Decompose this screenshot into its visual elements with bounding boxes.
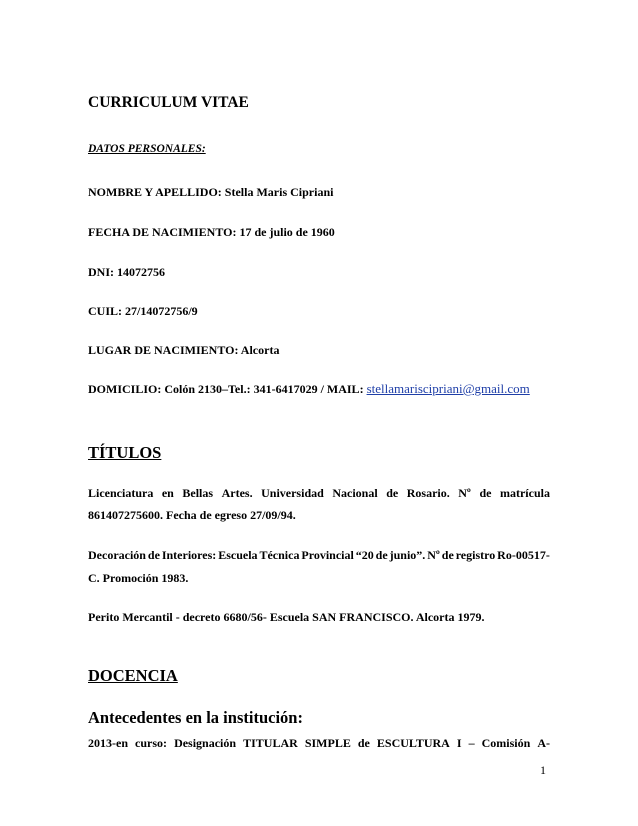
birthplace-line: LUGAR DE NACIMIENTO: Alcorta [88,343,280,357]
email-link[interactable]: stellamariscipriani@gmail.com [366,381,530,396]
docencia-heading: DOCENCIA [88,666,178,685]
titulo-2-line-2: C. Promoción 1983. [88,571,189,585]
word: de [479,486,492,500]
word: 2013-en [88,736,128,750]
word: curso: [135,736,168,750]
word: SIMPLE [304,736,351,750]
word: de [441,548,454,562]
word: Decoración [88,548,146,562]
birthdate-line: FECHA DE NACIMIENTO: 17 de julio de 1960 [88,225,335,239]
titulo-3-line-1: Perito Mercantil - decreto 6680/56- Escuela SAN FRANCISCO. Alcorta 1979. [88,610,485,624]
word: de [147,548,160,562]
word: de [375,548,388,562]
word: Comisión [481,736,531,750]
document-title: CURRICULUM VITAE [88,94,249,111]
word: Artes. [221,486,253,500]
dni-line: DNI: 14072756 [88,265,165,279]
name-line: NOMBRE Y APELLIDO: Stella Maris Cipriani [88,185,334,199]
word: “20 [355,548,374,562]
word: Nº [458,486,471,500]
word: Bellas [182,486,214,500]
word: Designación [174,736,237,750]
titulos-heading: TÍTULOS [88,443,162,462]
cuil-line: CUIL: 27/14072756/9 [88,304,198,318]
word: matrícula [499,486,550,500]
word: A- [537,736,550,750]
address-text: DOMICILIO: Colón 2130–Tel.: 341-6417029 / MAIL: [88,382,364,396]
word: Universidad [261,486,324,500]
personal-data-heading: DATOS PERSONALES: [88,143,206,155]
word: Rosario. [406,486,450,500]
page-number: 1 [540,763,546,777]
word: I [456,736,462,750]
word: TITULAR [243,736,298,750]
word: de [386,486,399,500]
word: Provincial [301,548,354,562]
docencia-subheading: Antecedentes en la institución: [88,708,303,727]
word: en [161,486,174,500]
word: junio”. [389,548,426,562]
word: registro [455,548,496,562]
word: Escuela [218,548,258,562]
word: – [468,736,475,750]
titulo-1-line-1 [88,486,550,501]
word: Interiores: [161,548,217,562]
titulo-2-line-1 [88,548,550,563]
titulo-1-line-2: 861407275600. Fecha de egreso 27/09/94. [88,508,296,522]
word: de [357,736,370,750]
word: Técnica [259,548,300,562]
word: Nº [427,548,440,562]
address-line [88,381,530,397]
word: Ro-00517- [497,548,550,562]
word: ESCULTURA [376,736,450,750]
word: Licenciatura [88,486,154,500]
word: Nacional [332,486,378,500]
docencia-first-line [88,736,550,751]
